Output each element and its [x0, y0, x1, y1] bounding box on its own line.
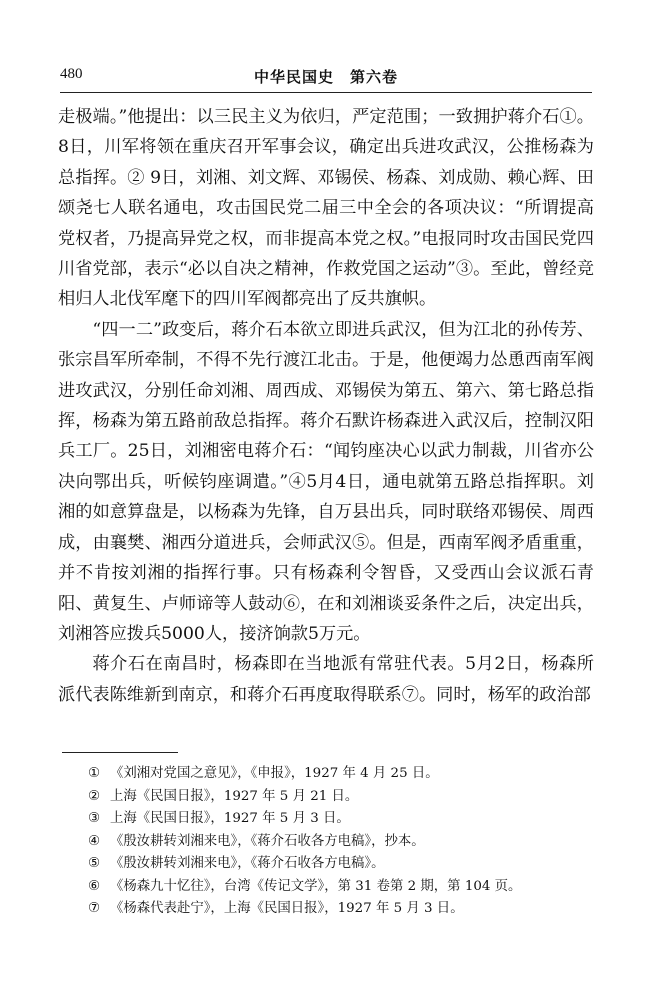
paragraph-1: 走极端。”他提出：以三民主义为依归，严定范围；一致拥护蒋介石①。8日，川军将领在重庆召开军事会议，确定出兵进攻武汉，公推杨森为总指挥。② 9日，刘湘、刘文辉、邓锡侯、杨森、刘成勋、赖心辉、田颂尧七人联名通电，攻击国民党二届三中全会的各项决议：“所谓提高党权者，乃提高异党之权，而非提高本党之权。”电报同时攻击国民党四川省党部，表示“必以自决之精神，作救党国之运动”③。至此，曾经竞相归人北伐军麾下的四川军阀都亮出了反共旗帜。	[58, 107, 594, 310]
footnote-mark: ⑥	[88, 878, 101, 894]
footnote-text: 《殷汝耕转刘湘来电》，《蒋介石收各方电稿》。	[110, 856, 385, 871]
footnote-text: 上海《民国日报》，1927 年 5 月 21 日。	[110, 788, 359, 804]
footnote-6	[58, 876, 598, 899]
footnote-mark: ③	[88, 811, 101, 826]
footnote-text: 《刘湘对党国之意见》，《申报》，1927 年 4 月 25 日。	[110, 766, 439, 781]
footnote-text: 《殷汝耕转刘湘来电》，《蒋介石收各方电稿》，抄本。	[110, 833, 425, 849]
footnotes-list	[58, 763, 598, 921]
footnote-mark: ④	[88, 833, 101, 849]
page-number: 480	[60, 66, 83, 82]
running-title: 中华民国史 第六卷	[253, 68, 398, 86]
footnote-mark: ②	[88, 788, 101, 804]
footnote-text: 《杨森代表赴宁》，上海《民国日报》，1927 年 5 月 3 日。	[110, 901, 464, 916]
footnote-text: 《杨森九十忆往》，台湾《传记文学》，第 31 卷第 2 期，第 104 页。	[110, 878, 522, 894]
paragraph-2: “四一二”政变后，蒋介石本欲立即进兵武汉，但为江北的孙传芳、张宗昌军所牵制，不得不先行渡江北击。于是，他便竭力怂恿西南军阀进攻武汉，分别任命刘湘、周西成、邓锡侯为第五、第六、第七路总指挥，杨森为第五路前敌总指挥。蒋介石默许杨森进入武汉后，控制汉阳兵工厂。25日，刘湘密电蒋介石：“闻钧座决心以武力制裁，川省亦公决向鄂出兵，听候钧座调遣。”④5月4日，通电就第五路总指挥职。刘湘的如意算盘是，以杨森为先锋，自万县出兵，同时联络邓锡侯、周西成，由襄樊、湘西分道进兵，会师武汉⑤。但是，西南军阀矛盾重重，并不肯按刘湘的指挥行事。只有杨森利令智昏，又受西山会议派石青阳、黄复生、卢师谛等人鼓动⑥，在和刘湘谈妥条件之后，决定出兵，刘湘答应拨兵5000人，接济饷款5万元。	[58, 319, 594, 644]
page-header	[60, 66, 592, 90]
footnote-5	[58, 853, 598, 876]
footnote-7	[58, 898, 598, 921]
footnote-text: 上海《民国日报》，1927 年 5 月 3 日。	[110, 811, 350, 826]
paragraph-3: 蒋介石在南昌时，杨森即在当地派有常驻代表。5月2日，杨森所派代表陈维新到南京，和蒋介石再度取得联系⑦。同时，杨军的政治部	[58, 654, 594, 705]
footnote-4	[58, 831, 598, 854]
footnote-2	[58, 786, 598, 809]
footnote-mark: ①	[88, 766, 101, 781]
header-rule	[60, 92, 592, 93]
footnote-mark: ⑦	[88, 901, 101, 916]
footnote-divider	[62, 752, 178, 753]
body-text	[58, 102, 594, 710]
footnote-1	[58, 763, 598, 786]
footnote-3	[58, 808, 598, 831]
footnote-mark: ⑤	[88, 856, 101, 871]
